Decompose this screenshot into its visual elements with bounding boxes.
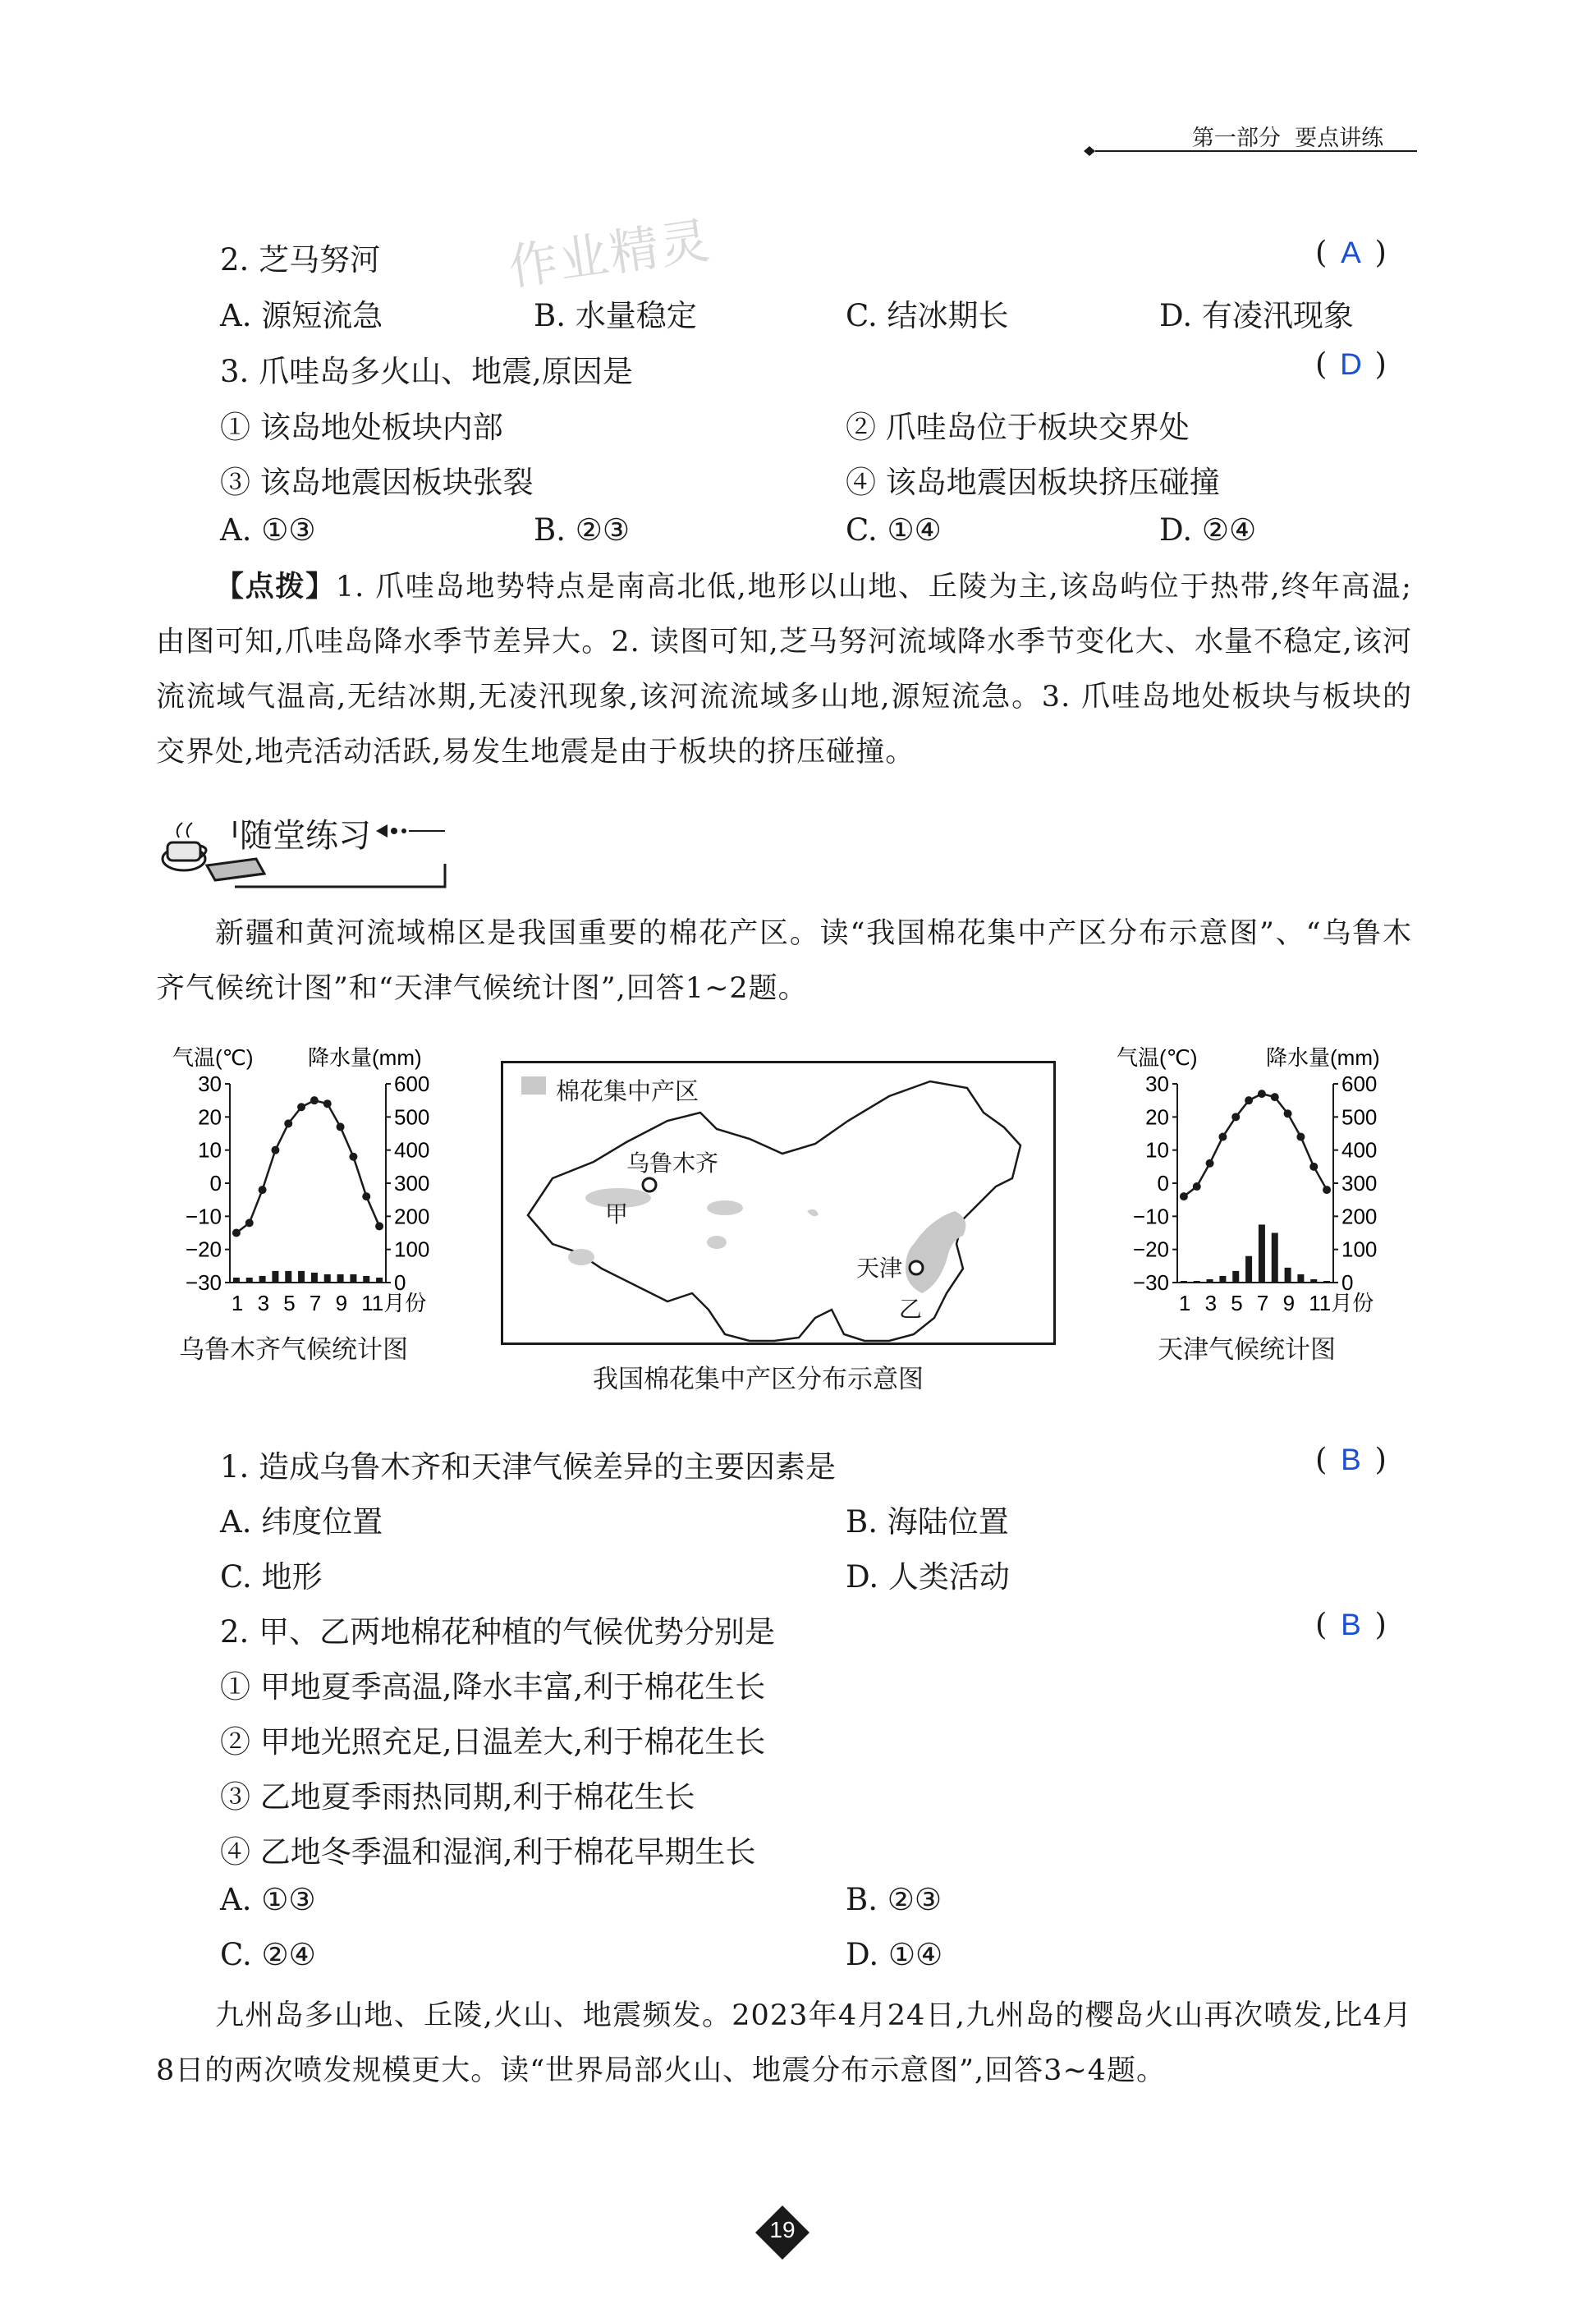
legend-swatch xyxy=(521,1076,546,1095)
p2-option-b: B. ②③ xyxy=(846,1882,942,1917)
temp-point xyxy=(259,1186,267,1194)
precip-tick-label: 400 xyxy=(1341,1137,1378,1163)
temp-tick-label: 10 xyxy=(1145,1137,1169,1163)
temp-tick-label: 30 xyxy=(198,1072,222,1096)
precip-bar xyxy=(272,1271,278,1283)
precip-bar xyxy=(350,1274,356,1283)
practice-title: 随堂练习 xyxy=(240,817,371,855)
precip-tick-label: 400 xyxy=(394,1137,430,1163)
precip-bar xyxy=(298,1271,305,1283)
precip-tick-label: 200 xyxy=(394,1204,430,1229)
q3-item-1: ① 该岛地处板块内部 xyxy=(220,410,503,445)
p2-item-4: ④ 乙地冬季温和湿润,利于棉花早期生长 xyxy=(220,1834,756,1870)
p2-option-a: A. ①③ xyxy=(220,1882,316,1917)
q3-option-a: A. ①③ xyxy=(220,512,316,548)
precip-bar xyxy=(1285,1268,1291,1283)
temp-point xyxy=(1206,1159,1214,1168)
precip-tick-label: 200 xyxy=(1341,1204,1378,1229)
precip-axis-label: 降水量(mm) xyxy=(308,1045,422,1070)
precip-tick-label: 100 xyxy=(394,1237,430,1262)
header-section: 第一部分 要点讲练 xyxy=(1192,126,1384,151)
precip-bar xyxy=(1232,1271,1239,1283)
caption-left: 乌鲁木齐气候统计图 xyxy=(179,1335,408,1365)
precip-bar xyxy=(324,1274,331,1283)
temp-point xyxy=(337,1122,345,1131)
temp-tick-label: 20 xyxy=(198,1104,222,1130)
map-legend-label: 棉花集中产区 xyxy=(556,1077,699,1105)
caption-center: 我国棉花集中产区分布示意图 xyxy=(593,1365,924,1394)
temp-point xyxy=(297,1103,305,1111)
precip-tick-label: 300 xyxy=(394,1171,430,1196)
q2-option-a: A. 源短流急 xyxy=(220,298,383,333)
month-tick-label: 1 xyxy=(1178,1291,1191,1315)
p1-option-a: A. 纬度位置 xyxy=(220,1504,383,1540)
temp-point xyxy=(310,1096,319,1104)
precip-bar xyxy=(1245,1256,1252,1283)
precip-bar xyxy=(1297,1274,1304,1283)
watermark: 作业精灵 xyxy=(505,212,715,297)
book-icon xyxy=(207,859,264,880)
q2-stem: 2. 芝马努河 xyxy=(220,242,381,278)
map-region-yi: 乙 xyxy=(899,1296,923,1323)
temp-point xyxy=(1309,1163,1318,1171)
temp-tick-label: 30 xyxy=(1145,1072,1169,1096)
next-intro: 九州岛多山地、丘陵,火山、地震频发。2023年4月24日,九州岛的樱岛火山再次喷发,比4月8日的两次喷发规模更大。读“世界局部火山、地震分布示意图”,回答3~4题。 xyxy=(156,1999,1412,2087)
map-region-jia: 甲 xyxy=(605,1200,629,1228)
header-rule xyxy=(1082,145,1419,158)
temp-point xyxy=(349,1153,357,1161)
precip-bar xyxy=(311,1273,318,1283)
q3-answer: ( D ) xyxy=(1315,347,1387,382)
p1-option-d: D. 人类活动 xyxy=(846,1559,1010,1595)
temp-point xyxy=(1284,1109,1292,1118)
tianjin-marker-icon xyxy=(910,1261,923,1274)
precip-bar xyxy=(1272,1233,1278,1283)
temp-point xyxy=(1296,1133,1305,1141)
diamond-icon xyxy=(1084,146,1095,156)
q2-answer: ( A ) xyxy=(1315,235,1387,270)
p2-item-2: ② 甲地光照充足,日温差大,利于棉花生长 xyxy=(220,1724,766,1760)
q3-item-3: ③ 该岛地震因板块张裂 xyxy=(220,465,534,500)
precip-bar xyxy=(337,1274,344,1283)
page-number: 19 xyxy=(769,2217,796,2242)
precip-tick-label: 500 xyxy=(1341,1104,1378,1130)
temp-point xyxy=(1218,1133,1227,1141)
china-outline xyxy=(528,1081,1020,1341)
temp-tick-label: 20 xyxy=(1145,1104,1169,1130)
temp-line xyxy=(1184,1094,1327,1196)
q2-option-d: D. 有凌汛现象 xyxy=(1159,298,1354,333)
temp-point xyxy=(284,1119,292,1127)
p2-answer: ( B ) xyxy=(1315,1607,1387,1642)
temp-point xyxy=(323,1099,332,1108)
temp-point xyxy=(375,1222,383,1230)
arrow-left-icon xyxy=(376,824,388,838)
temp-point xyxy=(362,1192,370,1200)
q3-item-4: ④ 该岛地震因板块挤压碰撞 xyxy=(846,465,1220,500)
tip-label: 【点拨】 xyxy=(215,571,336,604)
month-tick-label: 5 xyxy=(283,1291,296,1315)
temp-line xyxy=(236,1100,379,1232)
temp-point xyxy=(1245,1096,1253,1104)
temp-axis-label: 气温(℃) xyxy=(172,1045,254,1070)
month-tick-label: 11月份 xyxy=(361,1291,427,1315)
q2-option-b: B. 水量稳定 xyxy=(534,298,697,333)
temp-point xyxy=(1271,1093,1279,1101)
p2-item-1: ① 甲地夏季高温,降水丰富,利于棉花生长 xyxy=(220,1669,766,1705)
precip-tick-label: 0 xyxy=(394,1270,406,1295)
temp-axis-label: 气温(℃) xyxy=(1117,1045,1198,1070)
q3-option-c: C. ①④ xyxy=(846,512,942,548)
tip-text: 1. 爪哇岛地势特点是南高北低,地形以山地、丘陵为主,该岛屿位于热带,终年高温;由图可知,爪哇岛降水季节差异大。2. 读图可知,芝马努河流域降水季节变化大、水量不稳定,该河流流域气温高,无结冰期,无凌汛现象,该河流流域多山地,源短流急。3. 爪哇岛地处板块与板块的交界处,地壳活动活跃,易发生地震是由于板块的挤压碰撞。 xyxy=(156,571,1412,769)
cotton-region-yellow-river xyxy=(906,1211,965,1293)
month-tick-label: 7 xyxy=(309,1291,322,1315)
temp-tick-label: 0 xyxy=(1157,1171,1169,1196)
p1-stem: 1. 造成乌鲁木齐和天津气候差异的主要因素是 xyxy=(220,1449,837,1485)
temp-point xyxy=(1193,1182,1201,1191)
temp-tick-label: −10 xyxy=(1132,1204,1169,1229)
temp-tick-label: −30 xyxy=(1132,1270,1169,1295)
precip-axis-label: 降水量(mm) xyxy=(1266,1045,1380,1070)
p1-option-c: C. 地形 xyxy=(220,1559,323,1595)
practice-intro: 新疆和黄河流域棉区是我国重要的棉花产区。读“我国棉花集中产区分布示意图”、“乌鲁木齐气候统计图”和“天津气候统计图”,回答1~2题。 xyxy=(156,917,1412,1005)
q3-option-d: D. ②④ xyxy=(1159,512,1257,548)
header-subsection: 要点讲练 xyxy=(1295,126,1384,151)
caption-right: 天津气候统计图 xyxy=(1158,1335,1336,1365)
precip-tick-label: 500 xyxy=(394,1104,430,1130)
map-city-urumqi: 乌鲁木齐 xyxy=(626,1150,719,1177)
precip-bar xyxy=(285,1271,291,1283)
q2-option-c: C. 结冰期长 xyxy=(846,298,1009,333)
precip-bar xyxy=(1219,1276,1226,1283)
temp-point xyxy=(245,1219,254,1227)
tip-paragraph xyxy=(156,560,1412,780)
tianjin-climate-chart xyxy=(1103,1036,1407,1373)
precip-bar xyxy=(1259,1224,1265,1283)
temp-tick-label: 10 xyxy=(198,1137,222,1163)
precip-tick-label: 600 xyxy=(394,1072,430,1096)
precip-bar xyxy=(259,1276,266,1283)
month-tick-label: 11月份 xyxy=(1309,1291,1374,1315)
p1-answer: ( B ) xyxy=(1315,1442,1387,1477)
p2-stem: 2. 甲、乙两地棉花种植的气候优势分别是 xyxy=(220,1614,776,1650)
temp-point xyxy=(1323,1186,1331,1194)
month-tick-label: 1 xyxy=(231,1291,244,1315)
urumqi-climate-chart xyxy=(156,1036,460,1373)
temp-point xyxy=(271,1146,279,1154)
p1-option-b: B. 海陆位置 xyxy=(846,1504,1009,1540)
precip-tick-label: 300 xyxy=(1341,1171,1378,1196)
temp-point xyxy=(232,1229,241,1237)
temp-tick-label: −30 xyxy=(185,1270,222,1295)
q3-option-b: B. ②③ xyxy=(534,512,631,548)
map-city-tianjin: 天津 xyxy=(856,1255,903,1282)
chart-axes xyxy=(1177,1084,1333,1283)
temp-point xyxy=(1258,1090,1266,1098)
china-cotton-map xyxy=(501,1061,1056,1345)
month-tick-label: 5 xyxy=(1231,1291,1243,1315)
month-tick-label: 7 xyxy=(1256,1291,1269,1315)
q3-item-2: ② 爪哇岛位于板块交界处 xyxy=(846,410,1190,445)
temp-tick-label: −20 xyxy=(185,1237,222,1262)
precip-tick-label: 100 xyxy=(1341,1237,1378,1262)
urumqi-marker-icon xyxy=(643,1178,656,1191)
month-tick-label: 9 xyxy=(335,1291,348,1315)
temp-tick-label: −10 xyxy=(185,1204,222,1229)
p2-item-3: ③ 乙地夏季雨热同期,利于棉花生长 xyxy=(220,1779,695,1815)
temp-point xyxy=(1180,1192,1188,1200)
temp-tick-label: −20 xyxy=(1132,1237,1169,1262)
teacup-icon xyxy=(163,823,206,870)
q3-stem: 3. 爪哇岛多火山、地震,原因是 xyxy=(220,354,633,389)
precip-bar xyxy=(363,1276,369,1283)
p2-option-d: D. ①④ xyxy=(846,1937,943,1972)
precip-tick-label: 0 xyxy=(1341,1270,1354,1295)
precip-tick-label: 600 xyxy=(1341,1072,1378,1096)
temp-tick-label: 0 xyxy=(209,1171,222,1196)
p2-option-c: C. ②④ xyxy=(220,1937,316,1972)
month-tick-label: 3 xyxy=(1204,1291,1218,1315)
temp-point xyxy=(1231,1113,1240,1121)
month-tick-label: 9 xyxy=(1282,1291,1296,1315)
month-tick-label: 3 xyxy=(257,1291,270,1315)
